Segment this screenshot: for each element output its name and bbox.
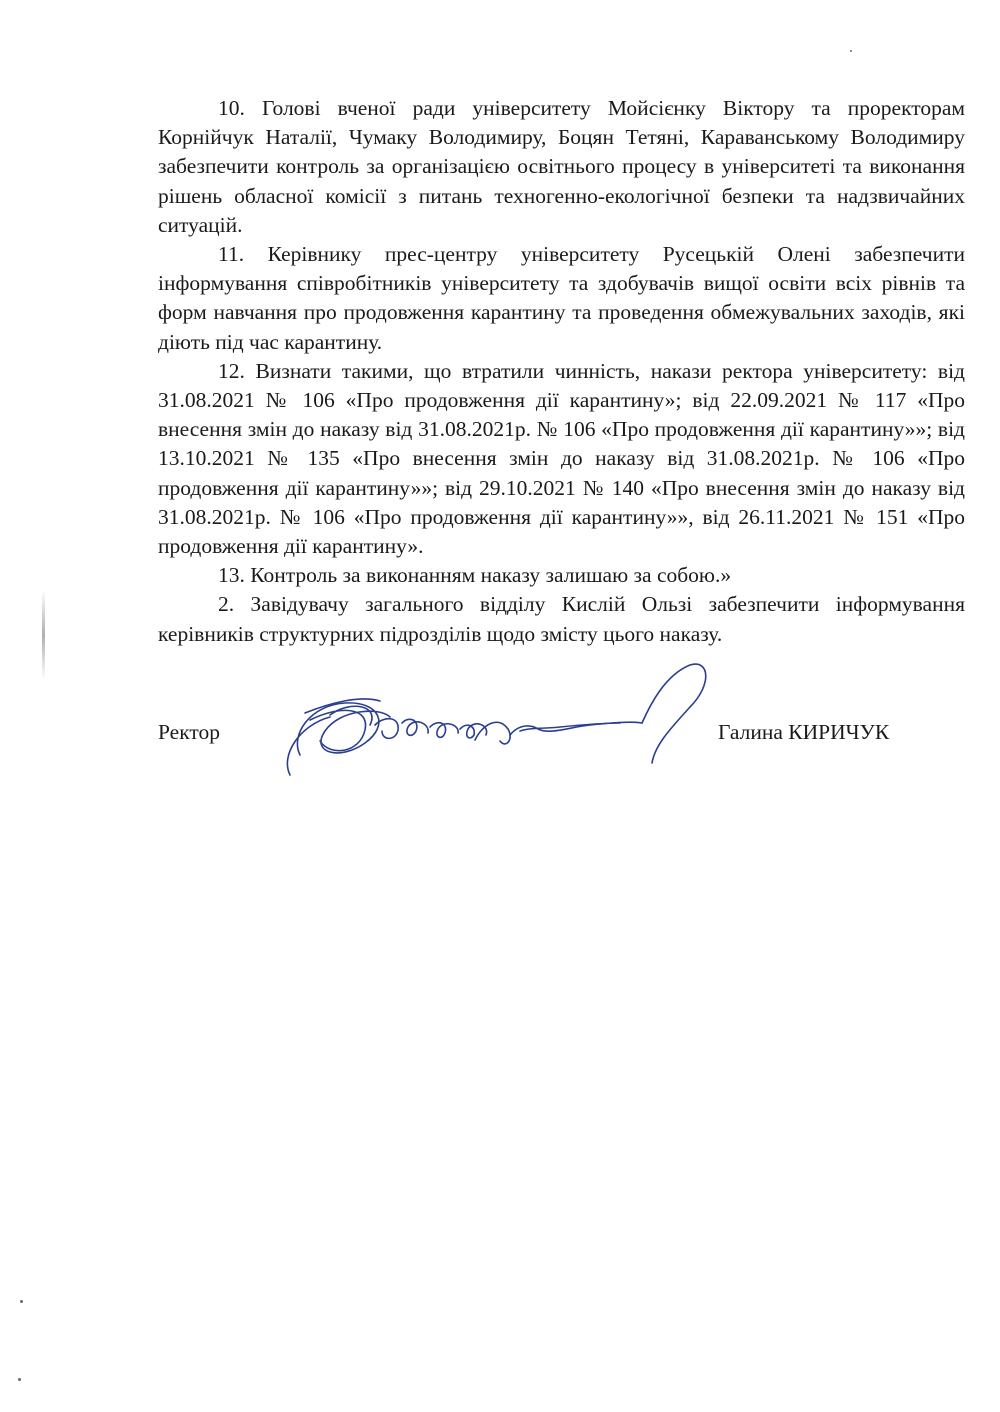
signatory-name: Галина КИРИЧУК <box>718 720 890 744</box>
scan-dot <box>850 50 852 52</box>
paragraph-12: 12. Визнати такими, що втратили чинність, накази ректора університету: від 31.08.2021 № 106 «Про продовження дії карантину»; від 22.09.2021 № 117 «Про внесення змін до наказу від 31.08.2021р. № 106 «Про продовження дії карантину»»; від 13.10.2021 № 135 «Про внесення змін до наказу від 31.08.2021р. № 106 «Про продовження дії карантину»»; від 29.10.2021 № 140 «Про внесення змін до наказу від 31.08.2021р. № 106 «Про продовження дії карантину»», від 26.11.2021 № 151 «Про продовження дії карантину». <box>158 358 965 559</box>
paragraph-13: 13. Контроль за виконанням наказу залишаю за собою.» <box>218 563 732 588</box>
scan-artifact <box>42 590 45 680</box>
signatory-title: Ректор <box>158 720 220 744</box>
scan-dot <box>20 1300 23 1303</box>
handwritten-signature-icon <box>270 645 710 805</box>
paragraph-2: 2. Завідувачу загального відділу Кислій Ользі забезпечити інформування керівників структурних підрозділів щодо змісту цього наказу. <box>158 592 965 646</box>
scan-dot <box>18 1378 21 1381</box>
document-body <box>158 94 965 649</box>
paragraph-10: 10. Голові вченої ради університету Мойсієнку Віктору та проректорам Корнійчук Наталії, Чумаку Володимиру, Боцян Тетяні, Караванському Володимиру забезпечити контроль за організацією освітнього процесу в університеті та виконання рішень обласної комісії з питань техногенно-екологічної безпеки та надзвичайних ситуацій. <box>158 96 965 237</box>
paragraph-11: 11. Керівнику прес-центру університету Русецькій Олені забезпечити інформування співробітників університету та здобувачів вищої освіти всіх рівнів та форм навчання про продовження карантину та проведення обмежувальних заходів, які діють під час карантину. <box>158 242 965 354</box>
